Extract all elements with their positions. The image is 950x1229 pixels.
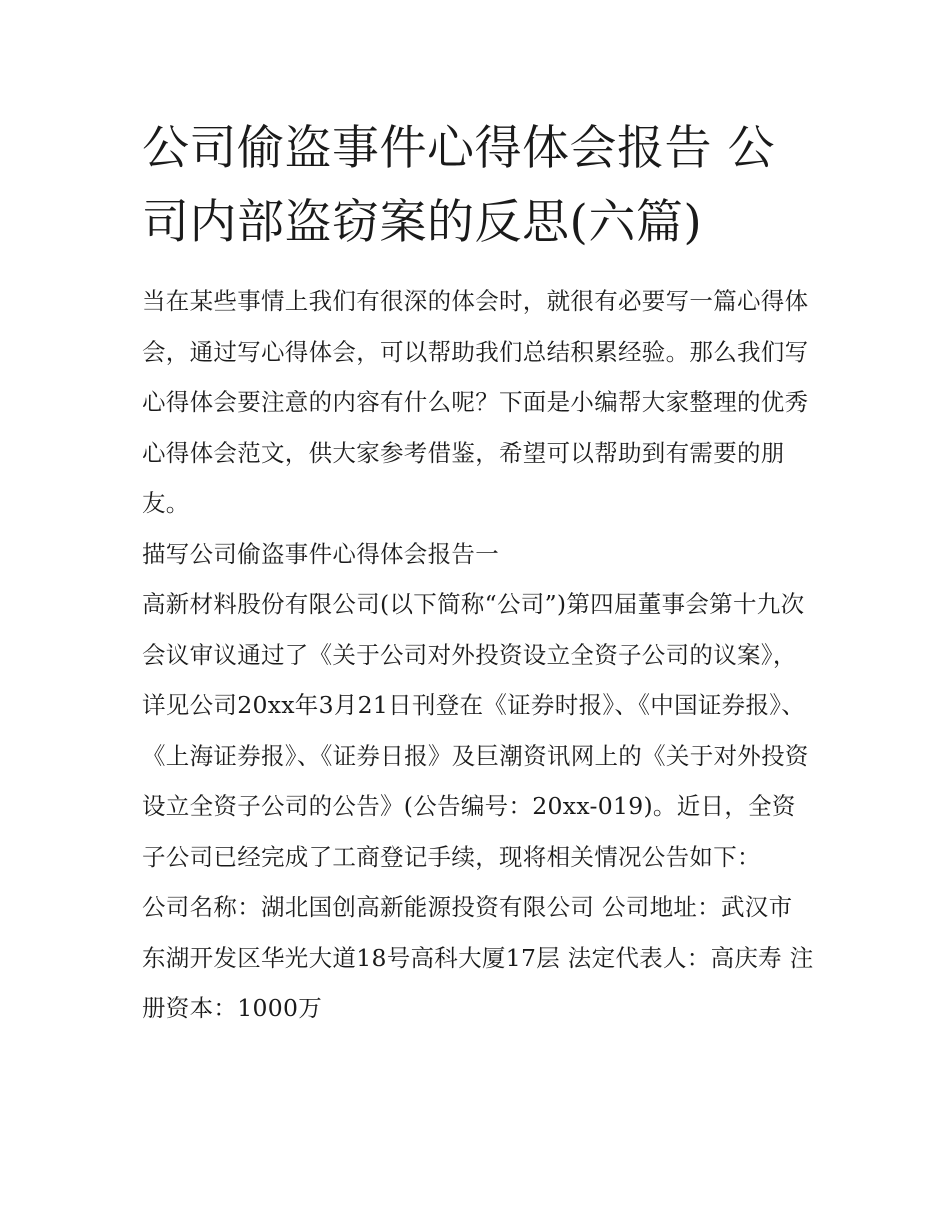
document-body bbox=[142, 112, 814, 1034]
section-heading: 描写公司偷盗事件心得体会报告一 bbox=[142, 539, 499, 568]
announcement-paragraph: 高新材料股份有限公司(以下简称“公司”)第四届董事会第十九次会议审议通过了《关于公司对外投资设立全资子公司的议案》，详见公司20xx年3月21日刊登在《证券时报》、《中国证券报》、《上海证券报》、《证券日报》及巨潮资讯网上的《关于对外投资设立全资子公司的公告》(公告编号：20xx-019)。近日，全资子公司已经完成了工商登记手续，现将相关情况公告如下： bbox=[142, 590, 809, 871]
document-title: 公司偷盗事件心得体会报告 公司内部盗窃案的反思(六篇) bbox=[142, 121, 775, 250]
company-info-paragraph: 公司名称：湖北国创高新能源投资有限公司 公司地址：武汉市东湖开发区华光大道18号高科大厦17层 法定代表人：高庆寿 注册资本：1000万 bbox=[142, 893, 814, 1022]
intro-paragraph: 当在某些事情上我们有很深的体会时，就很有必要写一篇心得体会，通过写心得体会，可以帮助我们总结积累经验。那么我们写心得体会要注意的内容有什么呢？下面是小编帮大家整理的优秀心得体会范文，供大家参考借鉴，希望可以帮助到有需要的朋友。 bbox=[142, 287, 809, 517]
